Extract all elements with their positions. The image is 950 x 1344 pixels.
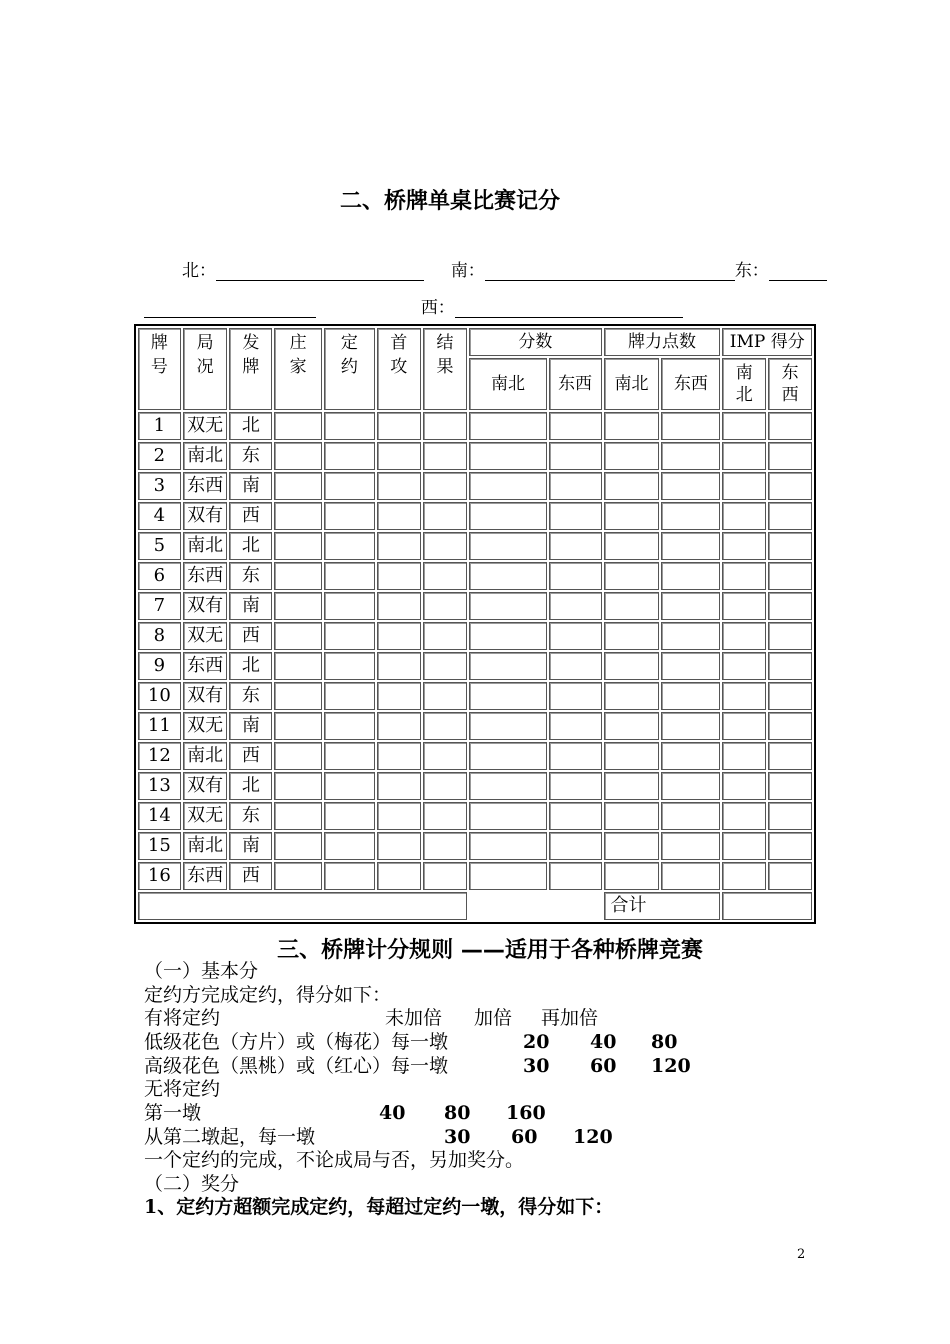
col-doubled: 加倍	[474, 1007, 513, 1029]
table-row	[138, 562, 812, 590]
result-cell[interactable]	[423, 772, 468, 800]
hcp-ns-cell[interactable]	[604, 712, 660, 740]
imp-ns-cell[interactable]	[722, 652, 766, 680]
north-label: 北：	[182, 261, 216, 281]
hcp-ns-cell[interactable]	[604, 802, 660, 830]
board-number: 3	[138, 472, 181, 500]
imp-ns-cell[interactable]	[722, 592, 766, 620]
header-hcp: 牌力点数	[604, 328, 721, 356]
vulnerability: 双无	[183, 622, 228, 650]
imp-ew-cell[interactable]	[768, 742, 812, 770]
table-row	[138, 802, 812, 830]
result-cell[interactable]	[423, 862, 468, 890]
later-value-2: 60	[511, 1126, 538, 1148]
hcp-ew-cell[interactable]	[661, 742, 720, 770]
imp-ew-cell[interactable]	[768, 472, 812, 500]
hcp-ew-cell[interactable]	[661, 802, 720, 830]
hcp-ns-cell[interactable]	[604, 682, 660, 710]
contract-cell[interactable]	[324, 472, 375, 500]
dealer: 南	[229, 832, 272, 860]
first-trick-label: 第一墩	[144, 1102, 202, 1124]
hcp-ns-cell[interactable]	[604, 622, 660, 650]
score-ns-cell[interactable]	[469, 652, 546, 680]
board-number: 7	[138, 592, 181, 620]
vulnerability: 双有	[183, 502, 228, 530]
hcp-ew-cell[interactable]	[661, 652, 720, 680]
minor-value-3: 80	[651, 1031, 678, 1053]
score-ns-cell[interactable]	[469, 442, 546, 470]
dealer: 南	[229, 712, 272, 740]
hcp-ew-cell[interactable]	[661, 562, 720, 590]
declarer-cell[interactable]	[274, 742, 322, 770]
board-number: 11	[138, 712, 181, 740]
dealer: 北	[229, 652, 272, 680]
later-tricks-label: 从第二墩起，每一墩	[144, 1126, 316, 1148]
lead-cell[interactable]	[377, 862, 421, 890]
result-cell[interactable]	[423, 472, 468, 500]
lead-cell[interactable]	[377, 532, 421, 560]
score-ns-cell[interactable]	[469, 802, 546, 830]
table-row	[138, 472, 812, 500]
contract-cell[interactable]	[324, 592, 375, 620]
result-cell[interactable]	[423, 442, 468, 470]
later-value-3: 120	[573, 1126, 613, 1148]
board-number: 15	[138, 832, 181, 860]
declarer-cell[interactable]	[274, 442, 322, 470]
header-score-ns: 南北	[469, 358, 546, 410]
contract-cell[interactable]	[324, 802, 375, 830]
declarer-cell[interactable]	[274, 802, 322, 830]
imp-ns-cell[interactable]	[722, 472, 766, 500]
south-name-field[interactable]	[485, 262, 735, 281]
board-number: 16	[138, 862, 181, 890]
imp-ns-cell[interactable]	[722, 442, 766, 470]
dealer: 东	[229, 802, 272, 830]
imp-ew-cell[interactable]	[768, 442, 812, 470]
hcp-ns-cell[interactable]	[604, 862, 660, 890]
imp-ns-cell[interactable]	[722, 802, 766, 830]
hcp-ew-cell[interactable]	[661, 472, 720, 500]
table-row	[138, 592, 812, 620]
header-board-no: 牌 号	[138, 328, 181, 410]
hcp-ew-cell[interactable]	[661, 622, 720, 650]
header-imp-ew: 东 西	[768, 358, 812, 410]
score-ew-cell[interactable]	[549, 502, 602, 530]
table-row	[138, 502, 812, 530]
contract-cell[interactable]	[324, 652, 375, 680]
hcp-ns-cell[interactable]	[604, 472, 660, 500]
imp-ew-cell[interactable]	[768, 412, 812, 440]
score-ew-cell[interactable]	[549, 742, 602, 770]
vulnerability: 南北	[183, 442, 228, 470]
score-ns-cell[interactable]	[469, 772, 546, 800]
imp-ew-cell[interactable]	[768, 622, 812, 650]
dealer: 北	[229, 412, 272, 440]
score-ew-cell[interactable]	[549, 832, 602, 860]
players-line-2	[144, 293, 683, 318]
east-name-field-start[interactable]	[769, 262, 827, 281]
table-row	[138, 442, 812, 470]
hcp-ns-cell[interactable]	[604, 742, 660, 770]
imp-ew-cell[interactable]	[768, 862, 812, 890]
contract-cell[interactable]	[324, 532, 375, 560]
score-ew-cell[interactable]	[549, 682, 602, 710]
board-number: 13	[138, 772, 181, 800]
board-number: 8	[138, 622, 181, 650]
imp-ew-cell[interactable]	[768, 532, 812, 560]
imp-ew-cell[interactable]	[768, 562, 812, 590]
declarer-cell[interactable]	[274, 562, 322, 590]
lead-cell[interactable]	[377, 412, 421, 440]
board-number: 1	[138, 412, 181, 440]
board-number: 2	[138, 442, 181, 470]
vulnerability: 南北	[183, 532, 228, 560]
table-row	[138, 862, 812, 890]
bonus-heading: （二）奖分	[144, 1173, 240, 1195]
hcp-ew-cell[interactable]	[661, 682, 720, 710]
header-hcp-ew: 东西	[661, 358, 720, 410]
result-cell[interactable]	[423, 682, 468, 710]
total-blank-cell	[138, 892, 467, 920]
contract-cell[interactable]	[324, 502, 375, 530]
dealer: 北	[229, 532, 272, 560]
header-hcp-ns: 南北	[604, 358, 660, 410]
vulnerability: 东西	[183, 562, 228, 590]
score-ns-cell[interactable]	[469, 682, 546, 710]
table-row	[138, 712, 812, 740]
header-dealer: 发 牌	[229, 328, 272, 410]
header-result: 结 果	[423, 328, 468, 410]
lead-cell[interactable]	[377, 712, 421, 740]
vulnerability: 东西	[183, 472, 228, 500]
dealer: 西	[229, 862, 272, 890]
lead-cell[interactable]	[377, 592, 421, 620]
lead-cell[interactable]	[377, 502, 421, 530]
imp-ns-cell[interactable]	[722, 862, 766, 890]
lead-cell[interactable]	[377, 742, 421, 770]
contract-cell[interactable]	[324, 862, 375, 890]
dealer: 南	[229, 592, 272, 620]
hcp-ew-cell[interactable]	[661, 412, 720, 440]
lead-cell[interactable]	[377, 622, 421, 650]
table-row	[138, 832, 812, 860]
declarer-cell[interactable]	[274, 592, 322, 620]
score-ew-cell[interactable]	[549, 442, 602, 470]
page-number: 2	[797, 1247, 806, 1262]
result-cell[interactable]	[423, 412, 468, 440]
imp-ew-cell[interactable]	[768, 682, 812, 710]
score-ew-cell[interactable]	[549, 472, 602, 500]
lead-cell[interactable]	[377, 442, 421, 470]
table-row	[138, 742, 812, 770]
board-number: 12	[138, 742, 181, 770]
nt-contract-label: 无将定约	[144, 1078, 221, 1100]
lead-cell[interactable]	[377, 772, 421, 800]
result-cell[interactable]	[423, 742, 468, 770]
total-label: 合计	[604, 892, 721, 920]
score-ew-cell[interactable]	[549, 652, 602, 680]
first-value-2: 80	[444, 1102, 471, 1124]
score-ns-cell[interactable]	[469, 862, 546, 890]
score-ew-cell[interactable]	[549, 802, 602, 830]
imp-ns-cell[interactable]	[722, 502, 766, 530]
dealer: 东	[229, 682, 272, 710]
imp-ew-cell[interactable]	[768, 802, 812, 830]
score-ns-cell[interactable]	[469, 472, 546, 500]
hcp-ew-cell[interactable]	[661, 502, 720, 530]
declarer-cell[interactable]	[274, 412, 322, 440]
imp-ew-cell[interactable]	[768, 772, 812, 800]
contract-cell[interactable]	[324, 442, 375, 470]
board-number: 6	[138, 562, 181, 590]
score-ew-cell[interactable]	[549, 712, 602, 740]
hcp-ew-cell[interactable]	[661, 862, 720, 890]
vulnerability: 东西	[183, 862, 228, 890]
score-ns-cell[interactable]	[469, 562, 546, 590]
imp-ew-cell[interactable]	[768, 652, 812, 680]
header-contract: 定 约	[324, 328, 375, 410]
hcp-ew-cell[interactable]	[661, 592, 720, 620]
bonus-note: 一个定约的完成，不论成局与否，另加奖分。	[144, 1149, 525, 1171]
header-imp: IMP 得分	[722, 328, 812, 356]
table-row	[138, 622, 812, 650]
lead-cell[interactable]	[377, 472, 421, 500]
header-score: 分数	[469, 328, 601, 356]
header-vulnerability: 局 况	[183, 328, 228, 410]
total-value-cell[interactable]	[722, 892, 812, 920]
table-row	[138, 682, 812, 710]
hcp-ns-cell[interactable]	[604, 592, 660, 620]
contract-cell[interactable]	[324, 412, 375, 440]
table-row	[138, 412, 812, 440]
imp-ew-cell[interactable]	[768, 502, 812, 530]
hcp-ns-cell[interactable]	[604, 412, 660, 440]
header-score-ew: 东西	[549, 358, 602, 410]
south-label: 南：	[450, 261, 485, 281]
declarer-cell[interactable]	[274, 682, 322, 710]
imp-ns-cell[interactable]	[722, 742, 766, 770]
imp-ns-cell[interactable]	[722, 412, 766, 440]
total-row	[138, 892, 812, 920]
imp-ns-cell[interactable]	[722, 682, 766, 710]
vulnerability: 双无	[183, 802, 228, 830]
score-ns-cell[interactable]	[469, 502, 546, 530]
header-imp-ns: 南 北	[722, 358, 766, 410]
hcp-ns-cell[interactable]	[604, 832, 660, 860]
result-cell[interactable]	[423, 652, 468, 680]
declarer-cell[interactable]	[274, 472, 322, 500]
major-value-1: 30	[523, 1055, 550, 1077]
imp-ns-cell[interactable]	[722, 622, 766, 650]
vulnerability: 双有	[183, 682, 228, 710]
score-ew-cell[interactable]	[549, 412, 602, 440]
minor-label: 低级花色（方片）或（梅花）每一墩	[144, 1031, 449, 1053]
players-line-1	[182, 256, 827, 281]
lead-cell[interactable]	[377, 682, 421, 710]
minor-value-2: 40	[590, 1031, 617, 1053]
hcp-ew-cell[interactable]	[661, 772, 720, 800]
hcp-ns-cell[interactable]	[604, 532, 660, 560]
board-number: 4	[138, 502, 181, 530]
score-ns-cell[interactable]	[469, 712, 546, 740]
header-row-1	[138, 328, 812, 356]
result-cell[interactable]	[423, 712, 468, 740]
result-cell[interactable]	[423, 802, 468, 830]
imp-ns-cell[interactable]	[722, 562, 766, 590]
basic-heading: （一）基本分	[144, 960, 259, 982]
lead-cell[interactable]	[377, 652, 421, 680]
imp-ns-cell[interactable]	[722, 532, 766, 560]
result-cell[interactable]	[423, 502, 468, 530]
board-number: 5	[138, 532, 181, 560]
hcp-ew-cell[interactable]	[661, 832, 720, 860]
major-value-3: 120	[651, 1055, 691, 1077]
hcp-ew-cell[interactable]	[661, 712, 720, 740]
contract-cell[interactable]	[324, 682, 375, 710]
score-ns-cell[interactable]	[469, 832, 546, 860]
hcp-ns-cell[interactable]	[604, 502, 660, 530]
declarer-cell[interactable]	[274, 502, 322, 530]
score-ew-cell[interactable]	[549, 532, 602, 560]
result-cell[interactable]	[423, 562, 468, 590]
minor-value-1: 20	[523, 1031, 550, 1053]
header-declarer: 庄 家	[274, 328, 322, 410]
board-number: 14	[138, 802, 181, 830]
result-cell[interactable]	[423, 592, 468, 620]
lead-cell[interactable]	[377, 562, 421, 590]
header-lead: 首 攻	[377, 328, 421, 410]
score-ns-cell[interactable]	[469, 532, 546, 560]
north-name-field[interactable]	[216, 262, 424, 281]
imp-ew-cell[interactable]	[768, 592, 812, 620]
imp-ns-cell[interactable]	[722, 832, 766, 860]
total-gap-cell	[469, 892, 601, 920]
contract-cell[interactable]	[324, 622, 375, 650]
result-cell[interactable]	[423, 622, 468, 650]
section-2-title: 二、桥牌单桌比赛记分	[339, 189, 560, 214]
dealer: 西	[229, 502, 272, 530]
major-value-2: 60	[590, 1055, 617, 1077]
vulnerability: 南北	[183, 742, 228, 770]
hcp-ew-cell[interactable]	[661, 532, 720, 560]
first-value-1: 40	[379, 1102, 406, 1124]
score-ew-cell[interactable]	[549, 562, 602, 590]
section-3-title: 三、桥牌计分规则 ——适用于各种桥牌竞赛	[277, 938, 703, 963]
hcp-ns-cell[interactable]	[604, 772, 660, 800]
hcp-ns-cell[interactable]	[604, 562, 660, 590]
vulnerability: 双有	[183, 592, 228, 620]
board-number: 10	[138, 682, 181, 710]
imp-ns-cell[interactable]	[722, 712, 766, 740]
major-label: 高级花色（黑桃）或（红心）每一墩	[144, 1055, 449, 1077]
vulnerability: 双有	[183, 772, 228, 800]
contract-cell[interactable]	[324, 772, 375, 800]
west-label: 西：	[420, 298, 455, 318]
hcp-ew-cell[interactable]	[661, 442, 720, 470]
dealer: 东	[229, 562, 272, 590]
score-ns-cell[interactable]	[469, 592, 546, 620]
vulnerability: 东西	[183, 652, 228, 680]
basic-intro: 定约方完成定约，得分如下：	[144, 984, 392, 1006]
contract-cell[interactable]	[324, 742, 375, 770]
imp-ns-cell[interactable]	[722, 772, 766, 800]
score-ew-cell[interactable]	[549, 862, 602, 890]
score-ns-cell[interactable]	[469, 742, 546, 770]
lead-cell[interactable]	[377, 832, 421, 860]
score-ns-cell[interactable]	[469, 622, 546, 650]
result-cell[interactable]	[423, 832, 468, 860]
dealer: 西	[229, 742, 272, 770]
col-undoubled: 未加倍	[385, 1007, 443, 1029]
contract-cell[interactable]	[324, 832, 375, 860]
east-name-field-cont[interactable]	[144, 299, 316, 318]
vulnerability: 双无	[183, 712, 228, 740]
hcp-ns-cell[interactable]	[604, 652, 660, 680]
declarer-cell[interactable]	[274, 862, 322, 890]
overtrick-line: 1、定约方超额完成定约，每超过定约一墩，得分如下：	[144, 1196, 614, 1218]
dealer: 南	[229, 472, 272, 500]
col-redoubled: 再加倍	[541, 1007, 599, 1029]
hcp-ns-cell[interactable]	[604, 442, 660, 470]
result-cell[interactable]	[423, 532, 468, 560]
declarer-cell[interactable]	[274, 832, 322, 860]
score-ew-cell[interactable]	[549, 772, 602, 800]
imp-ew-cell[interactable]	[768, 712, 812, 740]
declarer-cell[interactable]	[274, 652, 322, 680]
board-number: 9	[138, 652, 181, 680]
first-value-3: 160	[506, 1102, 546, 1124]
vulnerability: 双无	[183, 412, 228, 440]
declarer-cell[interactable]	[274, 772, 322, 800]
declarer-cell[interactable]	[274, 712, 322, 740]
table-row	[138, 772, 812, 800]
score-ew-cell[interactable]	[549, 592, 602, 620]
dealer: 西	[229, 622, 272, 650]
score-table	[134, 324, 816, 924]
vulnerability: 南北	[183, 832, 228, 860]
east-label: 东：	[734, 261, 769, 281]
table-row	[138, 532, 812, 560]
dealer: 东	[229, 442, 272, 470]
suit-contract-label: 有将定约	[144, 1007, 221, 1029]
table-row	[138, 652, 812, 680]
contract-cell[interactable]	[324, 562, 375, 590]
contract-cell[interactable]	[324, 712, 375, 740]
lead-cell[interactable]	[377, 802, 421, 830]
imp-ew-cell[interactable]	[768, 832, 812, 860]
later-value-1: 30	[444, 1126, 471, 1148]
dealer: 北	[229, 772, 272, 800]
declarer-cell[interactable]	[274, 622, 322, 650]
score-ew-cell[interactable]	[549, 622, 602, 650]
score-ns-cell[interactable]	[469, 412, 546, 440]
declarer-cell[interactable]	[274, 532, 322, 560]
west-name-field[interactable]	[455, 299, 683, 318]
